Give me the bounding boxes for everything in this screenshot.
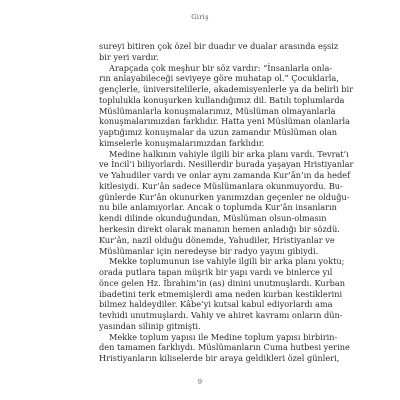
- text-line: ve Yahudiler vardı ve onlar aynı zamanda Kur’ân’ın da hedef: [99, 170, 351, 181]
- text-line: Mekke toplum yapısı ile Medine toplum yapısı birbirin-: [109, 331, 338, 342]
- text-line: Mekke toplumunun ise vahiyle ilgili bir arka planı yoktu;: [109, 256, 345, 267]
- text-line: sureyi bitiren çok özel bir duadır ve dualar arasında eşsiz: [99, 41, 339, 51]
- text-line: toplulukla konuşurken kullandığımız dil. Batılı toplumlarda: [99, 94, 345, 105]
- text-line: Medine halkının vahiyle ilgili bir arka planı vardı. Tevrat’ı: [109, 148, 349, 159]
- running-header: Giriş: [191, 13, 209, 21]
- text-line: bir yeri vardır.: [99, 51, 159, 62]
- text-line: herkesin direkt olarak mananın hemen anladığı bir sözdü.: [99, 224, 340, 235]
- text-line: rın anlayabileceği seviyeye göre muhatap ol.” Çocuklarla,: [99, 73, 339, 84]
- text-line: bilmez haldeydiler. Kâbe’yi kutsal kabul ediyorlardı ama: [99, 299, 333, 310]
- text-line: nu bile anlamıyorlar. Ancak o toplumda Kur’ân insanların: [99, 202, 337, 213]
- text-line: yasından silinip gitmişti.: [99, 320, 201, 331]
- text-line: ve İncil’i biliyorlardı. Nesillerdir burada yaşayan Hristiyanlar: [99, 159, 354, 170]
- text-line: günlerde Kur’ân okunurken yanımızdan geçenler ne olduğu-: [99, 191, 350, 202]
- text-line: Arapçada çok meşhur bir söz vardır: “İnsanlarla onla-: [109, 62, 333, 73]
- text-line: Müslümanlar için neredeyse bir radyo yayını gibiydi.: [99, 245, 319, 256]
- text-line: kitlesiydi. Kur’ân sadece Müslümanlara okunmuyordu. Bu-: [99, 180, 343, 191]
- page-number: 9: [197, 378, 203, 386]
- text-line: konuşmalarımızdan farklıdır. Hatta yeni Müslüman olanlarla: [99, 116, 351, 127]
- text-line: orada putlara tapan müşrik bir yapı vardı ve binlerce yıl: [99, 267, 333, 278]
- text-line: önce gelen Hz. İbrahim’in (as) dinini unutmuşlardı. Kurban: [99, 277, 346, 288]
- text-line: ibadetini terk etmemişlerdi ama neden kurban kestiklerini: [99, 288, 343, 299]
- text-line: Hristiyanların kiliselerde bir araya geldikleri özel günleri,: [99, 353, 340, 364]
- text-line: tevhidi unutmuşlardı. Vahiy ve ahiret kavramı onların dün-: [99, 310, 343, 321]
- text-line: kimselerle konuşmalarımızdan farklıdır.: [99, 137, 265, 148]
- body-text: [99, 41, 354, 364]
- text-line: gençlerle, üniversitelilerle, akademisyenlerle ya da belirli bir: [99, 84, 354, 95]
- text-line: Müslümanlarla konuşmalarımız, Müslüman olmayanlarla: [99, 105, 336, 116]
- text-line: kendi dilinde okunduğundan, Müslüman olsun-olmasın: [99, 213, 327, 224]
- text-line: den tamamen farklıydı. Müslümanların Cuma hutbesi yerine: [99, 342, 350, 353]
- text-line: yaptığımız konuşmalar da uzun zamandır Müslüman olan: [99, 127, 338, 138]
- text-line: Kur’ân, nazil olduğu dönemde, Yahudiler, Hristiyanlar ve: [99, 234, 335, 245]
